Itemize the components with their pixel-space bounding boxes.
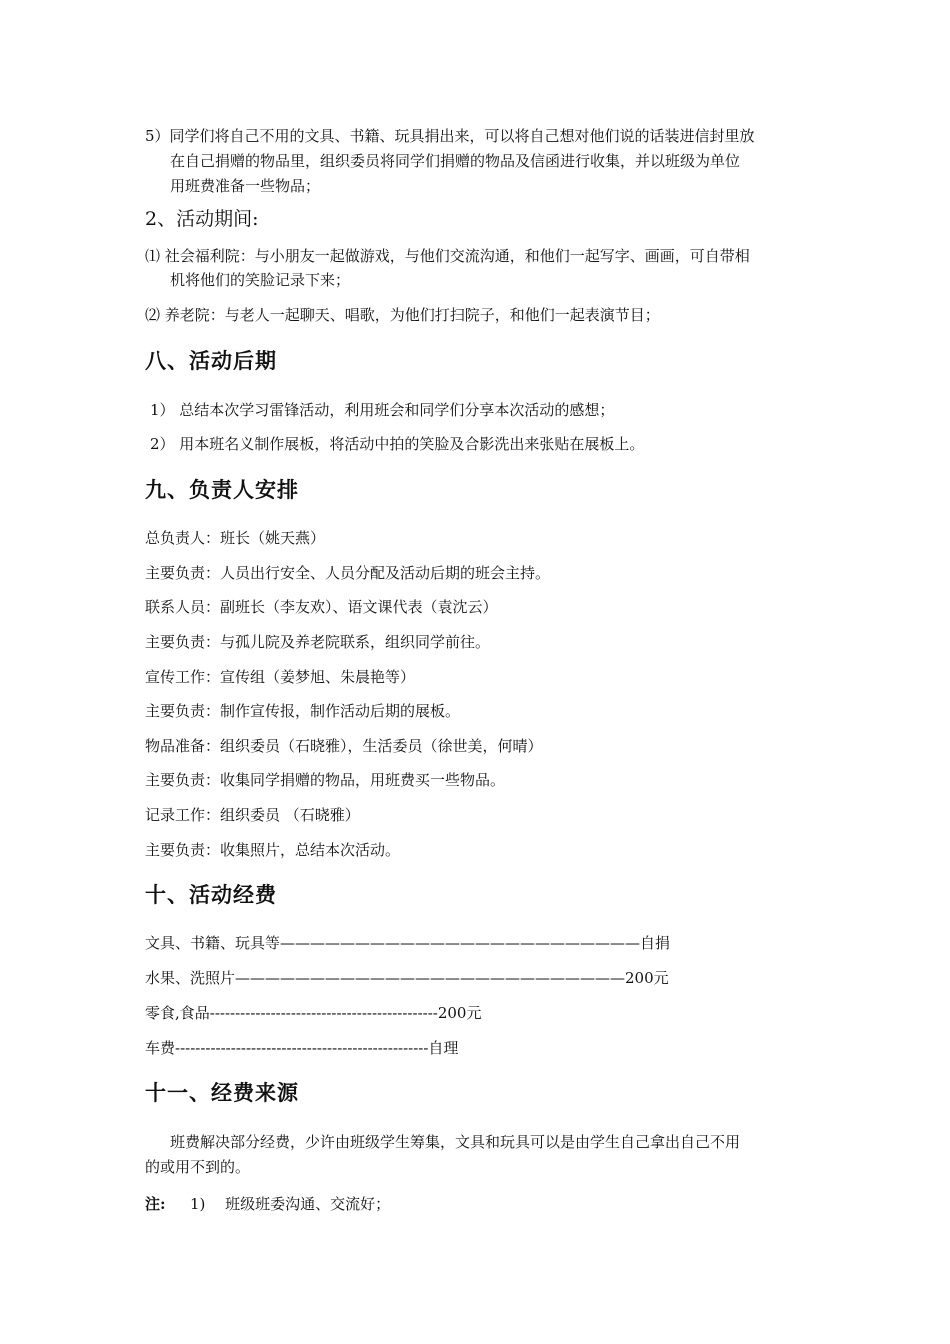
section8-heading: 八、活动后期 <box>145 348 277 373</box>
section9-line: 记录工作：组织委员 （石晓雅） <box>145 806 360 824</box>
section9-line: 总负责人：班长（姚天燕） <box>145 529 326 547</box>
section8-item-2: 2） 用本班名义制作展板，将活动中拍的笑脸及合影洗出来张贴在展板上。 <box>150 435 645 453</box>
item5-line1: 5）同学们将自己不用的文具、书籍、玩具捐出来，可以将自己想对他们说的话装进信封里放 <box>145 127 755 145</box>
section9-line: 主要负责：收集照片，总结本次活动。 <box>145 841 401 859</box>
section10-heading: 十、活动经费 <box>145 882 277 907</box>
note-item-1: 1) 班级班委沟通、交流好； <box>190 1195 391 1213</box>
during-heading: 2、活动期间: <box>145 208 259 230</box>
expense-line: 水果、洗照片——————————————————————————200元 <box>145 969 669 987</box>
item5-line3: 用班费准备一些物品； <box>170 177 321 195</box>
section11-heading: 十一、经费来源 <box>145 1080 299 1105</box>
expense-line: 零食,食品---------------------------------------------200元 <box>145 1004 482 1022</box>
expense-line: 文具、书籍、玩具等————————————————————————自捐 <box>145 934 671 952</box>
section9-line: 宣传工作：宣传组（姜梦旭、朱晨艳等） <box>145 668 416 686</box>
funding-para-line2: 的或用不到的。 <box>145 1158 251 1176</box>
item5-line2: 在自己捐赠的物品里，组织委员将同学们捐赠的物品及信函进行收集，并以班级为单位 <box>170 152 741 170</box>
note-label: 注: <box>145 1195 166 1213</box>
during-p2: ⑵ 养老院：与老人一起聊天、唱歌，为他们打扫院子，和他们一起表演节目； <box>145 306 660 324</box>
section9-line: 主要负责：收集同学捐赠的物品，用班费买一些物品。 <box>145 771 506 789</box>
during-p1-line2: 机将他们的笑脸记录下来； <box>170 271 351 289</box>
expense-line: 车费--------------------------------------------------自理 <box>145 1039 459 1057</box>
section8-item-1: 1） 总结本次学习雷锋活动，利用班会和同学们分享本次活动的感想； <box>150 401 615 419</box>
section9-line: 主要负责：人员出行安全、人员分配及活动后期的班会主持。 <box>145 564 551 582</box>
section9-line: 物品准备：组织委员（石晓雅），生活委员（徐世美，何晴） <box>145 737 543 755</box>
section9-line: 主要负责：与孤儿院及养老院联系，组织同学前往。 <box>145 633 491 651</box>
funding-para-line1: 班费解决部分经费，少许由班级学生筹集，文具和玩具可以是由学生自己拿出自己不用 <box>170 1133 741 1151</box>
during-p1-line1: ⑴ 社会福利院：与小朋友一起做游戏，与他们交流沟通，和他们一起写字、画画，可自带相 <box>145 247 750 265</box>
section9-line: 主要负责：制作宣传报，制作活动后期的展板。 <box>145 702 461 720</box>
section9-heading: 九、负责人安排 <box>145 477 299 502</box>
section9-line: 联系人员：副班长（李友欢）、语文课代表（袁沈云） <box>145 598 498 616</box>
